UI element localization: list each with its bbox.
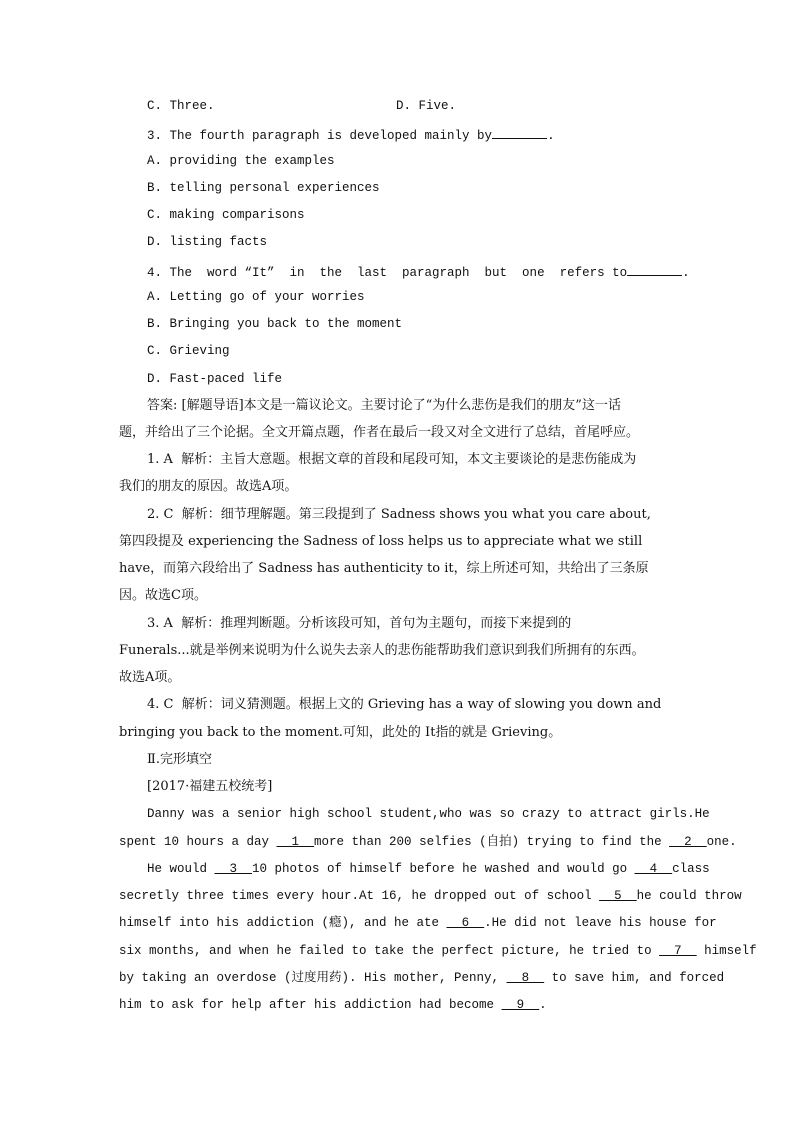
answer-2-cont: 因。故选C项。 bbox=[119, 588, 207, 603]
cloze-line: six months, and when he failed to take the perfect picture, he tried to __7__ himself bbox=[119, 944, 757, 958]
answer-3-cont: 故选A项。 bbox=[119, 670, 181, 685]
cloze-line: He would __3__10 photos of himself before he washed and would go __4__class bbox=[147, 862, 710, 876]
answer-intro: 答案: [解题导语]本文是一篇议论文。主要讨论了“为什么悲伤是我们的朋友”这一话 bbox=[147, 398, 621, 413]
option-c: C. Three. bbox=[147, 99, 215, 113]
option-b: B. Bringing you back to the moment bbox=[147, 317, 403, 331]
option-d: D. listing facts bbox=[147, 235, 268, 249]
answer-4-cont: bringing you back to the moment.可知，此处的 It指的就是 Grieving。 bbox=[119, 725, 562, 740]
cloze-blank-6: __6__ bbox=[446, 916, 485, 930]
option-a: A. Letting go of your worries bbox=[147, 290, 365, 304]
cloze-line: him to ask for help after his addiction had become __9__. bbox=[119, 998, 547, 1012]
answer-3-cont: Funerals...就是举例来说明为什么说失去亲人的悲伤能帮助我们意识到我们所拥有的东西。 bbox=[119, 643, 645, 658]
question-4-stem: 4. The word “It” in the last paragraph but one refers to bbox=[147, 266, 628, 280]
cloze-blank-1: __1__ bbox=[276, 835, 315, 849]
cloze-blank-5: __5__ bbox=[599, 889, 637, 903]
answer-3: 3. A 解析：推理判断题。分析该段可知，首句为主题句，而接下来提到的 bbox=[147, 616, 572, 631]
answer-2-cont: 第四段提及 experiencing the Sadness of loss helps us to appreciate what we still bbox=[119, 534, 643, 549]
cloze-blank-2: __2__ bbox=[669, 835, 707, 849]
cloze-blank-8: __8__ bbox=[506, 971, 545, 985]
option-b: B. telling personal experiences bbox=[147, 181, 380, 195]
cloze-blank-4: __4__ bbox=[634, 862, 673, 876]
cloze-line: secretly three times every hour.At 16, he dropped out of school __5__he could throw bbox=[119, 889, 742, 903]
answer-blank bbox=[627, 262, 682, 276]
option-c: C. making comparisons bbox=[147, 208, 305, 222]
option-d: D. Fast-paced life bbox=[147, 372, 283, 386]
cloze-line: Danny was a senior high school student,who was so crazy to attract girls.He bbox=[147, 807, 710, 821]
answer-2: 2. C 解析：细节理解题。第三段提到了 Sadness shows you what you care about, bbox=[147, 507, 651, 522]
cloze-line: by taking an overdose (过度用药). His mother, Penny, __8__ to save him, and forced bbox=[119, 971, 725, 985]
answer-blank bbox=[492, 125, 547, 139]
option-a: A. providing the examples bbox=[147, 154, 335, 168]
answer-4: 4. C 解析：词义猜测题。根据上文的 Grieving has a way of slowing you down and bbox=[147, 697, 662, 712]
question-4: 4. The word “It” in the last paragraph but one refers to . bbox=[147, 262, 690, 281]
answer-intro-cont: 题，并给出了三个论据。全文开篇点题，作者在最后一段又对全文进行了总结，首尾呼应。 bbox=[119, 425, 640, 440]
cloze-line: spent 10 hours a day __1__more than 200 selfies (自拍) trying to find the __2__one. bbox=[119, 835, 737, 849]
question-3-stem: 3. The fourth paragraph is developed mainly by bbox=[147, 129, 493, 143]
answer-1: 1. A 解析：主旨大意题。根据文章的首段和尾段可知，本文主要谈论的是悲伤能成为 bbox=[147, 452, 637, 467]
question-3: 3. The fourth paragraph is developed mainly by . bbox=[147, 125, 555, 144]
section-title: Ⅱ.完形填空 bbox=[147, 752, 212, 767]
cloze-blank-3: __3__ bbox=[214, 862, 253, 876]
cloze-blank-7: __7__ bbox=[659, 944, 697, 958]
option-c: C. Grieving bbox=[147, 344, 230, 358]
cloze-blank-9: __9__ bbox=[501, 998, 540, 1012]
cloze-line: himself into his addiction (瘾), and he ate __6__.He did not leave his house for bbox=[119, 916, 717, 930]
answer-2-cont: have，而第六段给出了 Sadness has authenticity to it，综上所述可知，共给出了三条原 bbox=[119, 561, 649, 576]
answer-1-cont: 我们的朋友的原因。故选A项。 bbox=[119, 479, 298, 494]
section-source: [2017·福建五校统考] bbox=[147, 779, 273, 794]
option-d: D. Five. bbox=[396, 99, 457, 113]
